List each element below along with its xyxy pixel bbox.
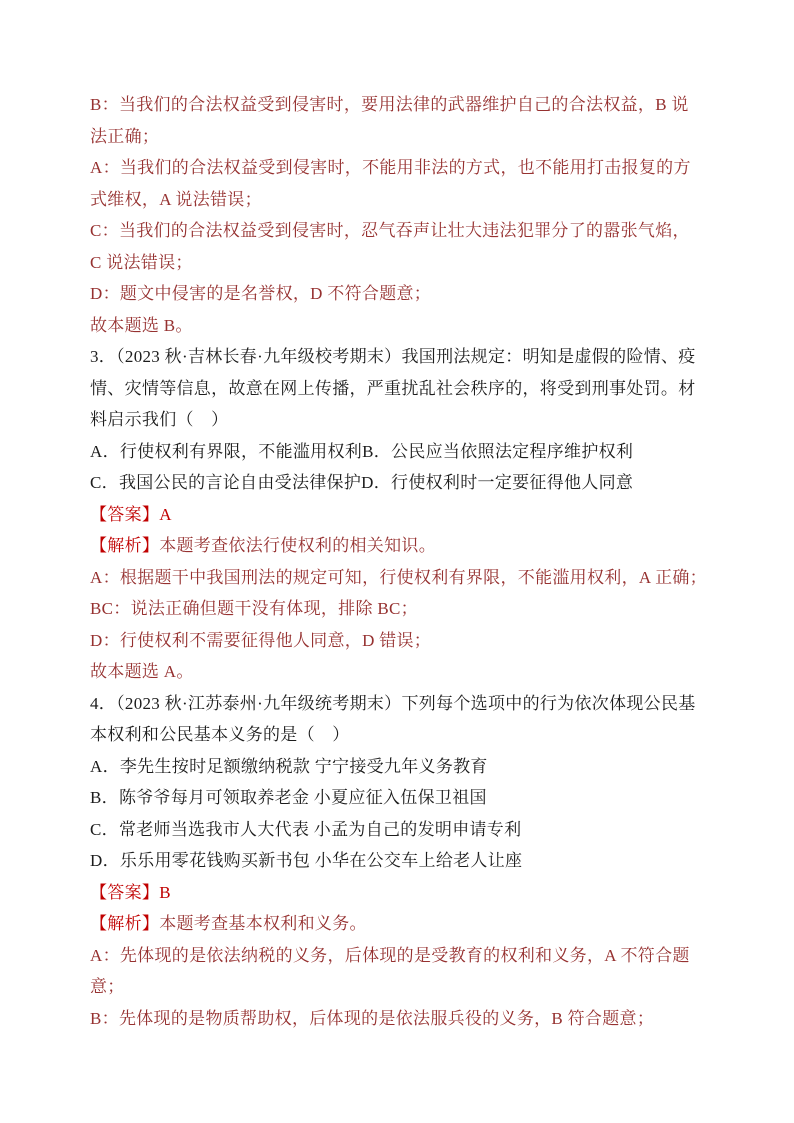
text-segment: 料启示我们（ ） bbox=[90, 410, 229, 429]
text-segment: C．我国公民的言论自由受法律保护D．行使权利时一定要征得他人同意 bbox=[90, 473, 634, 492]
text-line bbox=[90, 719, 730, 751]
text-line bbox=[90, 971, 730, 1003]
text-line bbox=[90, 625, 730, 657]
text-segment: A：根据题干中我国刑法的规定可知，行使权利有界限，不能滥用权利，A 正确； bbox=[90, 567, 707, 587]
text-line bbox=[90, 499, 730, 531]
text-segment: B：当我们的合法权益受到侵害时，要用法律的武器维护自己的合法权益，B 说 bbox=[90, 95, 689, 114]
text-segment: 本题考查依法行使权利的相关知识。 bbox=[159, 536, 437, 555]
text-segment: 法正确； bbox=[90, 126, 160, 146]
text-segment: D．乐乐用零花钱购买新书包 小华在公交车上给老人让座 bbox=[90, 851, 523, 870]
text-line bbox=[90, 562, 730, 594]
text-segment: 【解析】 bbox=[90, 536, 160, 555]
text-segment: A．李先生按时足额缴纳税款 宁宁接受九年义务教育 bbox=[90, 756, 488, 776]
text-line bbox=[90, 341, 730, 373]
text-segment: BC：说法正确但题干没有体现，排除 BC； bbox=[90, 599, 418, 618]
text-line bbox=[90, 467, 730, 499]
text-segment: 【答案】A bbox=[90, 504, 172, 524]
text-line bbox=[90, 782, 730, 814]
text-segment: 【答案】B bbox=[90, 882, 171, 902]
text-segment: B．陈爷爷每月可领取养老金 小夏应征入伍保卫祖国 bbox=[90, 788, 487, 807]
text-line bbox=[90, 940, 730, 972]
text-line bbox=[90, 247, 730, 279]
text-line bbox=[90, 751, 730, 783]
document-body bbox=[90, 89, 730, 1034]
text-segment: 式维权，A 说法错误； bbox=[90, 189, 262, 209]
text-segment: 情、灾情等信息，故意在网上传播，严重扰乱社会秩序的，将受到刑事处罚。材 bbox=[90, 378, 696, 398]
text-line bbox=[90, 278, 730, 310]
text-line bbox=[90, 184, 730, 216]
text-line bbox=[90, 89, 730, 121]
text-segment: 故本题选 A。 bbox=[90, 662, 194, 681]
text-line bbox=[90, 404, 730, 436]
text-segment: A：当我们的合法权益受到侵害时，不能用非法的方式，也不能用打击报复的方 bbox=[90, 158, 691, 177]
text-segment: 本题考查基本权利和义务。 bbox=[159, 914, 367, 933]
text-line bbox=[90, 530, 730, 562]
text-segment: A：先体现的是依法纳税的义务，后体现的是受教育的权利和义务，A 不符合题 bbox=[90, 945, 690, 965]
text-segment: 本权利和公民基本义务的是（ ） bbox=[90, 725, 350, 744]
text-line bbox=[90, 877, 730, 909]
text-segment: A．行使权利有界限，不能滥用权利B．公民应当依照法定程序维护权利 bbox=[90, 441, 634, 461]
text-segment: D：行使权利不需要征得他人同意，D 错误； bbox=[90, 630, 432, 650]
text-line bbox=[90, 436, 730, 468]
text-segment: C 说法错误； bbox=[90, 252, 193, 272]
text-segment: 4．（2023 秋·江苏泰州·九年级统考期末）下列每个选项中的行为依次体现公民基 bbox=[90, 693, 696, 713]
text-line bbox=[90, 845, 730, 877]
text-line bbox=[90, 121, 730, 153]
text-line bbox=[90, 814, 730, 846]
text-segment: 意； bbox=[90, 977, 125, 996]
text-line bbox=[90, 1003, 730, 1035]
text-segment: 3．（2023 秋·吉林长春·九年级校考期末）我国刑法规定：明知是虚假的险情、疫 bbox=[90, 347, 696, 366]
text-segment: C：当我们的合法权益受到侵害时，忍气吞声让壮大违法犯罪分了的嚣张气焰， bbox=[90, 221, 690, 240]
text-line bbox=[90, 908, 730, 940]
text-segment: D：题文中侵害的是名誉权，D 不符合题意； bbox=[90, 284, 432, 303]
text-line bbox=[90, 215, 730, 247]
text-segment: C．常老师当选我市人大代表 小孟为自己的发明申请专利 bbox=[90, 819, 522, 839]
text-line bbox=[90, 656, 730, 688]
text-line bbox=[90, 152, 730, 184]
text-line bbox=[90, 593, 730, 625]
text-segment: 【解析】 bbox=[90, 914, 160, 933]
text-line bbox=[90, 310, 730, 342]
text-line bbox=[90, 373, 730, 405]
text-segment: B：先体现的是物质帮助权，后体现的是依法服兵役的义务，B 符合题意； bbox=[90, 1008, 655, 1028]
text-line bbox=[90, 688, 730, 720]
text-segment: 故本题选 B。 bbox=[90, 315, 193, 335]
